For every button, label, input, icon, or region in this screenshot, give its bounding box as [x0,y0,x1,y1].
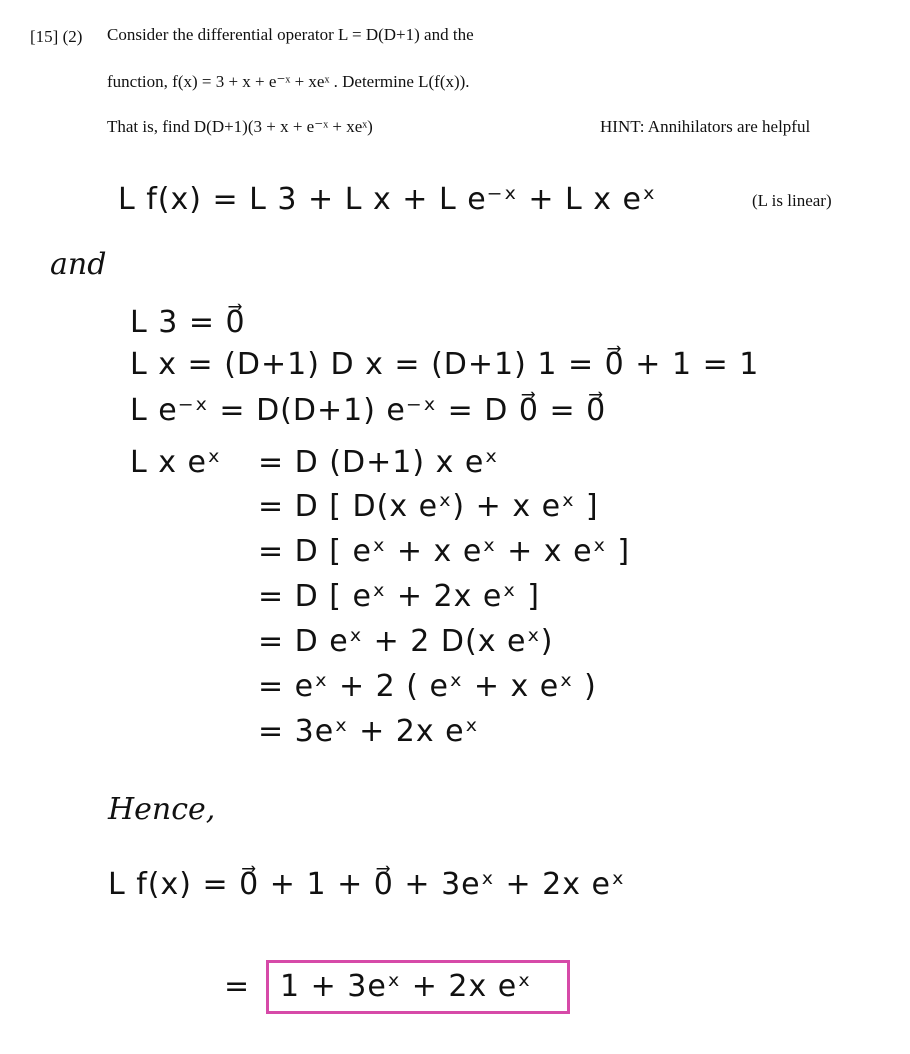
problem-line-3: That is, find D(D+1)(3 + x + e⁻ˣ + xeˣ) [107,117,373,136]
step-lxex-lhs: L x eˣ [130,445,222,480]
final-line-1: L f(x) = 0⃗ + 1 + 0⃗ + 3eˣ + 2x eˣ [108,867,626,902]
hint-text: HINT: Annihilators are helpful [600,117,811,136]
step-lxex-row: = 3eˣ + 2x eˣ [258,714,479,749]
final-answer: 1 + 3eˣ + 2x eˣ [280,969,532,1004]
problem-number: [15] (2) [30,27,83,46]
final-equals: = [224,969,251,1004]
problem-line-1: Consider the differential operator L = D(D+1) and the [107,25,474,44]
and-word: and [50,247,107,282]
step-lxex-row: = eˣ + 2 ( eˣ + x eˣ ) [258,669,597,704]
step-le-neg-x: L e⁻ˣ = D(D+1) e⁻ˣ = D 0⃗ = 0⃗ [130,393,607,428]
step-l3: L 3 = 0⃗ [130,305,246,340]
hence-word: Hence, [108,792,216,827]
step-lxex-row: = D [ eˣ + x eˣ + x eˣ ] [258,534,631,569]
step-lxex-row: = D eˣ + 2 D(x eˣ) [258,624,554,659]
step-lxex-row: = D [ D(x eˣ) + x eˣ ] [258,489,599,524]
step-lxex-row: = D (D+1) x eˣ [258,445,499,480]
problem-line-2: function, f(x) = 3 + x + e⁻ˣ + xeˣ . Determine L(f(x)). [107,72,470,91]
linearity-note: (L is linear) [752,191,832,210]
step-lx: L x = (D+1) D x = (D+1) 1 = 0⃗ + 1 = 1 [130,347,760,382]
step-lxex-row: = D [ eˣ + 2x eˣ ] [258,579,540,614]
linearity-equation: L f(x) = L 3 + L x + L e⁻ˣ + L x eˣ [118,182,657,217]
